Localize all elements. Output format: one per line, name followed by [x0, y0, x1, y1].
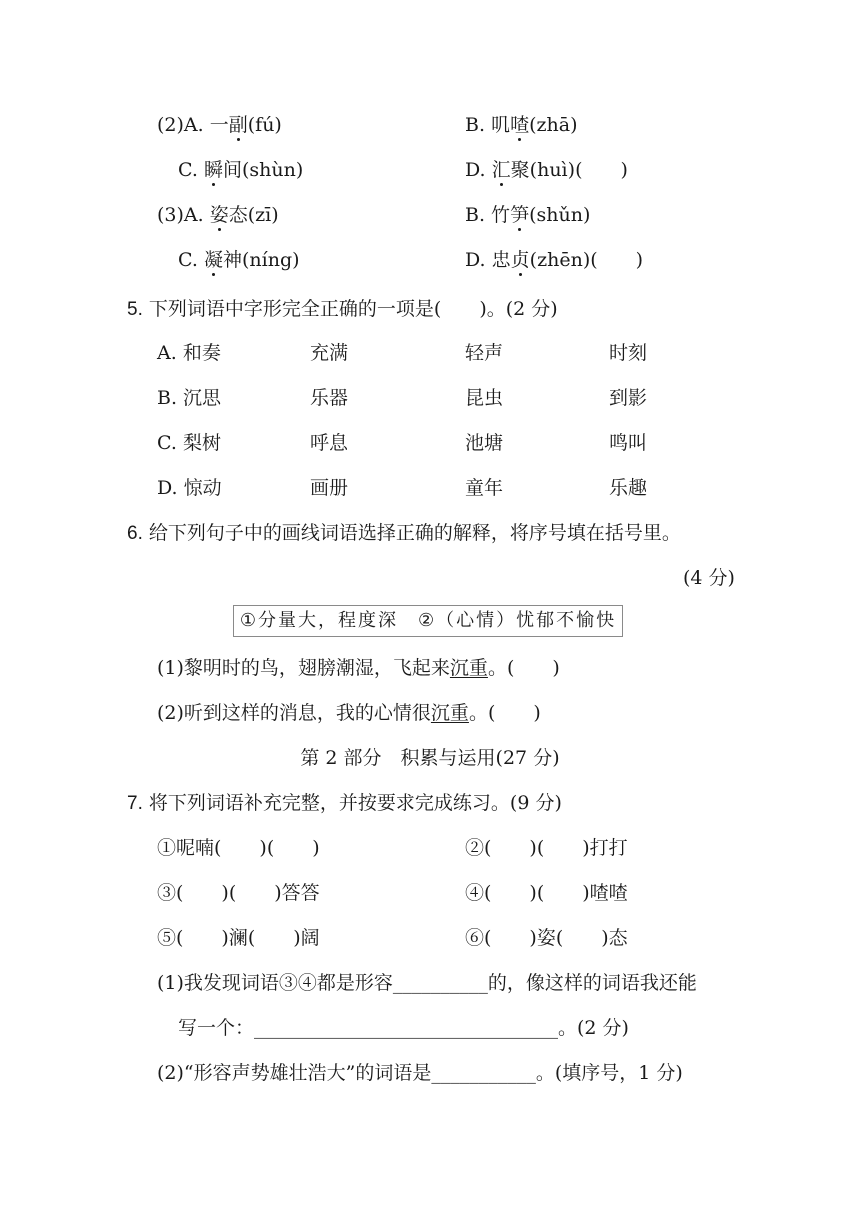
q5-option-a-label: A. 和奏: [157, 342, 221, 364]
q7-item-4: ④( )( )喳喳: [465, 882, 628, 904]
q7-subquestion-1-line2: 写一个：________________________________。(2 分): [178, 1017, 629, 1039]
question-6-score: (4 分): [683, 567, 735, 589]
q5-option-a-word4: 时刻: [609, 342, 648, 364]
q5-option-d-word3: 童年: [465, 477, 504, 499]
q5-option-b-word3: 昆虫: [465, 387, 504, 409]
q5-option-c-word2: 呼息: [310, 432, 349, 454]
q5-option-d-word2: 画册: [310, 477, 349, 499]
q5-option-d-label: D. 惊动: [157, 477, 222, 499]
q4-3-option-a: (3)A. 姿态(zī): [157, 204, 279, 226]
underlined-word: 沉重: [430, 702, 469, 724]
answer-paren: ( ): [590, 249, 644, 271]
q4-3-option-d: D. 忠贞(zhēn)( ): [465, 249, 644, 271]
q4-3-option-c: C. 凝神(níng): [178, 249, 300, 271]
q5-option-c-word3: 池塘: [465, 432, 504, 454]
q4-2-option-c: C. 瞬间(shùn): [178, 159, 304, 181]
q6-sentence-1: (1)黎明时的鸟，翅膀潮湿，飞起来沉重。( ): [157, 657, 560, 679]
q5-option-b-label: B. 沉思: [157, 387, 222, 409]
q7-item-3: ③( )( )答答: [157, 882, 320, 904]
definition-box: ①分量大，程度深 ②（心情）忧郁不愉快: [233, 605, 623, 637]
q5-option-b-word4: 到影: [609, 387, 648, 409]
question-5-stem: 5. 下列词语中字形完全正确的一项是( )。(2 分): [127, 298, 558, 320]
q7-subquestion-1: (1)我发现词语③④都是形容__________的，像这样的词语我还能: [157, 972, 697, 994]
q5-option-c-word4: 鸣叫: [609, 432, 648, 454]
q7-subquestion-2: (2)“形容声势雄壮浩大”的词语是___________。(填序号，1 分): [157, 1062, 683, 1084]
underlined-word: 沉重: [449, 657, 488, 679]
q7-item-1: ①呢喃( )( ): [157, 837, 320, 859]
q7-item-2: ②( )( )打打: [465, 837, 628, 859]
q5-option-a-word3: 轻声: [465, 342, 504, 364]
q4-2-option-a: (2)A. 一副(fú): [157, 114, 282, 136]
q5-option-a-word2: 充满: [310, 342, 349, 364]
q5-option-c-label: C. 梨树: [157, 432, 221, 454]
answer-paren: ( ): [575, 159, 628, 181]
q4-2-option-b: B. 叽喳(zhā): [465, 114, 578, 136]
q5-option-b-word2: 乐器: [310, 387, 349, 409]
q7-item-5: ⑤( )澜( )阔: [157, 927, 320, 949]
q4-3-option-b: B. 竹笋(shǔn): [465, 204, 591, 226]
q7-item-6: ⑥( )姿( )态: [465, 927, 628, 949]
q6-sentence-2: (2)听到这样的消息，我的心情很沉重。( ): [157, 702, 541, 724]
question-6-stem: 6. 给下列句子中的画线词语选择正确的解释，将序号填在括号里。: [127, 522, 681, 544]
q4-2-option-d: D. 汇聚(huì)( ): [465, 159, 628, 181]
part-2-heading: 第 2 部分 积累与运用(27 分): [300, 747, 560, 769]
question-7-stem: 7. 将下列词语补充完整，并按要求完成练习。(9 分): [127, 792, 562, 814]
q5-option-d-word4: 乐趣: [609, 477, 648, 499]
